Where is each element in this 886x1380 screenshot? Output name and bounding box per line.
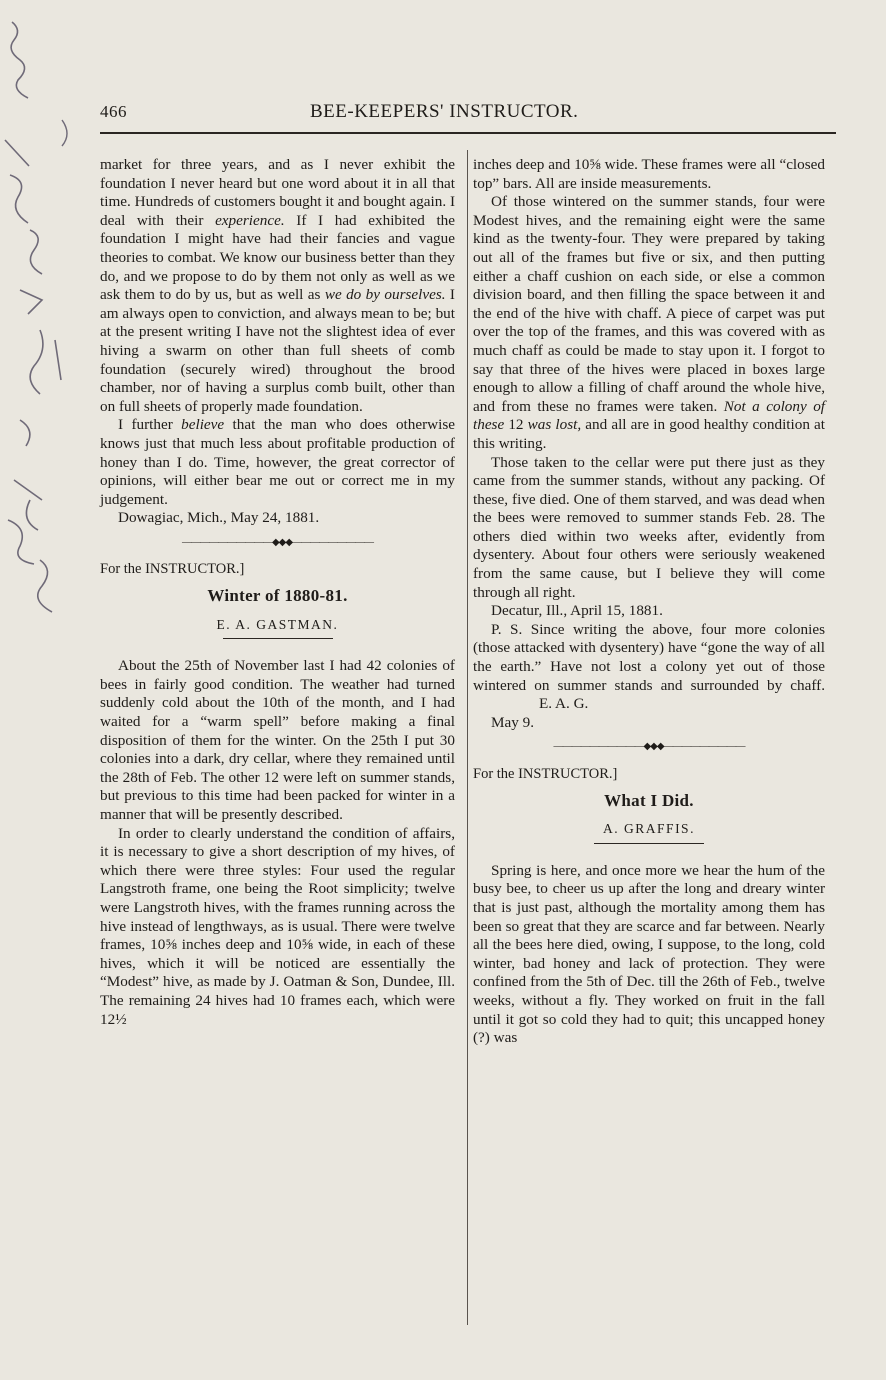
column-divider [467, 150, 468, 1325]
signature-line: Dowagiac, Mich., May 24, 1881. [118, 509, 320, 527]
right-column [473, 156, 825, 1048]
paragraph: I further believe that the man who does otherwise knows just that much less about profitable production of honey than I do. Time, however, the great corrector of opinions, will either bear me out or correct me in my judgement. [100, 416, 455, 508]
left-column [100, 156, 455, 1029]
paragraph: Spring is here, and once more we hear the hum of the busy bee, to cheer us up after the long and dreary winter that is just past, although the mortality among them has been so great that they are scarce and far between. Nearly all the bees here died, owing, I suppose, to the long, cold winter, bad honey and lack of protection. They were confined from the 5th of Dec. till the 26th of Feb., twelve weeks, without a fly. They worked on fruit in the fall until it got so cold they had to quit; this uncapped honey (?) was [473, 861, 825, 1047]
postscript: P. S. Since writing the above, four more colonies (those attacked with dysentery) have “gone the way of all the earth.” Have not lost a colony yet out of those wintered on summer stands and surrounded by chaff.E. A. G. [473, 620, 825, 713]
paragraph: Those taken to the cellar were put there just as they came from the summer stands, without any packing. Of these, five died. One of them starved, and was dead when the bees were removed to summer stands Feb. 28. The others died within two weeks after, evidently from dysentery. About four others were seriously weakened from the same cause, but I believe they will come through all right. [473, 453, 825, 601]
ornament-divider: ——————————◆◆◆————————— [553, 741, 745, 753]
postscript-signature: E. A. G. [539, 695, 589, 713]
postscript-date: May 9. [491, 713, 535, 731]
paragraph: In order to clearly understand the condition of affairs, it is necessary to give a short description of my hives, of which there were three styles: Four used the regular Langstroth frame, one being the Root simplicity; twelve were Langstroth hives, with the frames running across the hive instead of lengthways, as is usual. There were twelve frames, 10⅝ inches deep and 10⅝ wide, in each of these hives, which it will be noticed are essentially the “Modest” hive, as made by J. Oatman & Son, Dundee, Ill. The remaining 24 hives had 10 frames each, which were 12½ [100, 824, 455, 1028]
paragraph: market for three years, and as I never exhibit the foundation I never heard but one word about it in all that time. Hundreds of customers bought it and bought again. I deal with their experience. If I had exhibited the foundation I might have had their fancies and vague theories to combat. We know our business better than they do, and we propose to do by them not only as well as we ask them to do by us, but as well as we do by ourselves. I am always open to conviction, and always mean to be; but at the present writing I have not the slightest idea of ever hiving a swarm on other than full sheets of comb foundation (securely wired) throughout the brood chamber, nor of having a surplus comb built, other than on full sheets of properly made foundation. [100, 156, 455, 415]
paragraph: Of those wintered on the summer stands, four were Modest hives, and the remaining eight were the same kind as the twenty-four. They were prepared by taking out all of the frames but five or six, and then putting either a chaff cushion on each side, or else a common division board, and then filling the space between it and the end of the hive with chaff. A piece of carpet was put over the top of the frames, and this was covered with as much chaff as could be made to stay upon it. I forgot to say that three of the hives were placed in boxes large enough to allow a filling of chaff around the whole hive, and from these no frames were taken. Not a colony of these 12 was lost, and all are in good healthy condition at this writing. [473, 193, 826, 452]
for-line: For the INSTRUCTOR.] [473, 766, 618, 782]
header-rule [100, 132, 836, 134]
journal-title: BEE-KEEPERS' INSTRUCTOR. [310, 101, 579, 122]
article-title: Winter of 1880-81. [207, 586, 348, 606]
paragraph: inches deep and 10⅝ wide. These frames were all “closed top” bars. All are inside measurements. [473, 156, 825, 192]
signature-line: Decatur, Ill., April 15, 1881. [491, 602, 663, 620]
page-number: 466 [100, 102, 127, 121]
short-rule [223, 638, 333, 639]
for-line: For the INSTRUCTOR.] [100, 561, 245, 578]
article-title: What I Did. [604, 790, 694, 810]
short-rule [594, 843, 704, 844]
article-author: E. A. GASTMAN. [216, 616, 339, 632]
article-author: A. GRAFFIS. [603, 821, 695, 837]
paragraph: About the 25th of November last I had 42 colonies of bees in fairly good condition. The weather had turned suddenly cold about the 10th of the month, and I had waited for a “warm spell” before making a final disposition of them for the winter. On the 25th I put 30 colonies into a dark, dry cellar, where they remained until the 28th of Feb. The other 12 were left on summer stands, but previous to this time had been packed for winter in a manner that will be presently described. [100, 657, 455, 823]
margin-pencil-marks [0, 0, 90, 700]
page-header [100, 98, 840, 128]
ornament-divider: ——————————◆◆◆————————— [181, 536, 374, 548]
